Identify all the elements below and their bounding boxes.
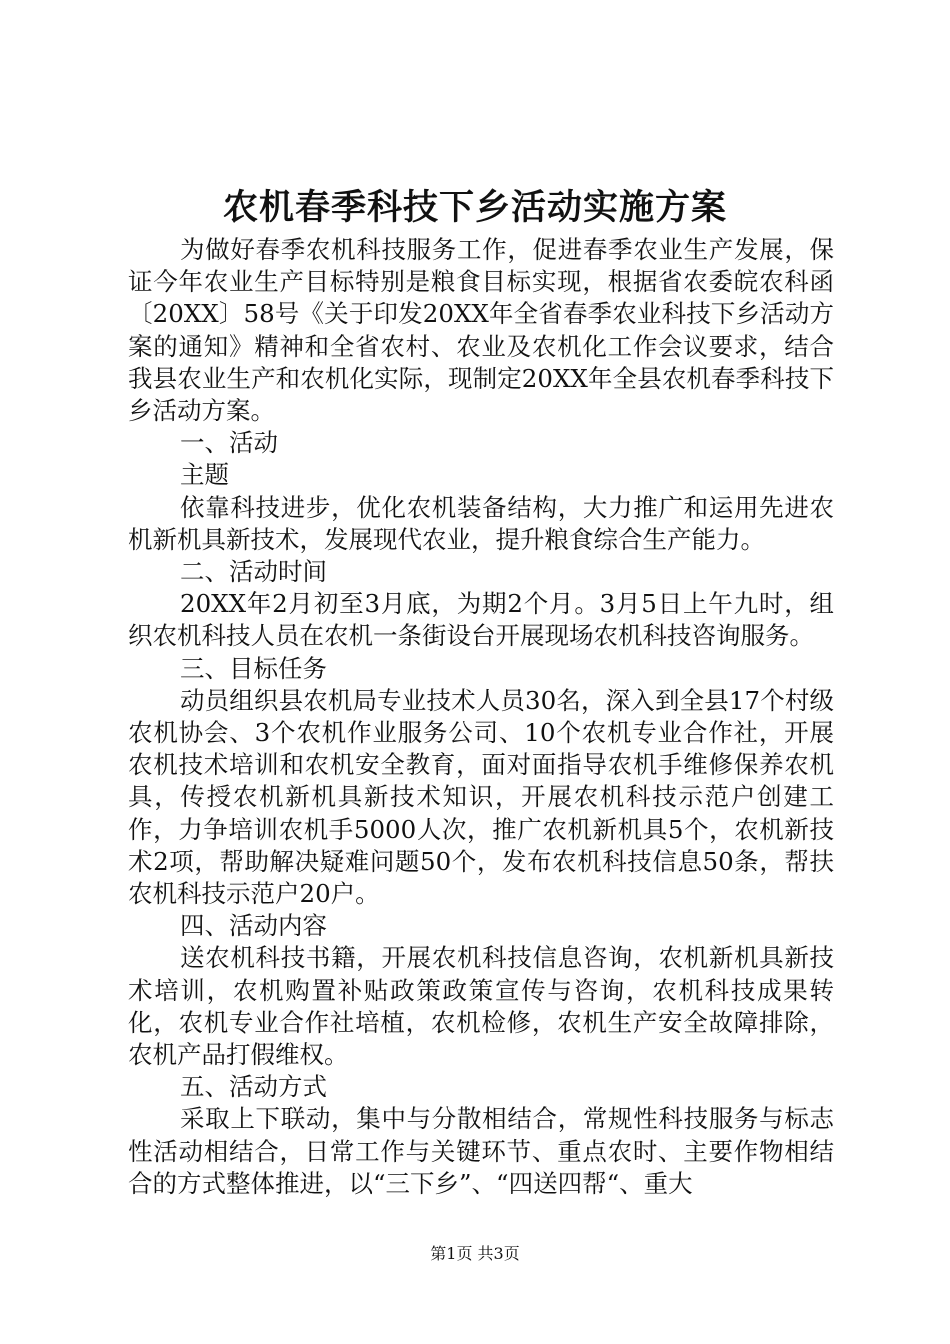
document-body [128, 234, 834, 1200]
document-title: 农机春季科技下乡活动实施方案 [222, 187, 727, 228]
section-heading-5: 五、活动方式 [180, 1072, 327, 1102]
content-paragraph: 送农机科技书籍，开展农机科技信息咨询，农机新机具新技术培训，农机购置补贴政策政策宣传与咨询，农机科技成果转化，农机专业合作社培植，农机检修，农机生产安全故障排除，农机产品打假维权。 [128, 943, 834, 1070]
method-paragraph: 采取上下联动，集中与分散相结合，常规性科技服务与标志性活动相结合，日常工作与关键环节、重点农时、主要作物相结合的方式整体推进，以“三下乡”、“四送四帮“、重大 [128, 1104, 834, 1198]
tasks-paragraph: 动员组织县农机局专业技术人员30名，深入到全县17个村级农机协会、3个农机作业服务公司、10个农机专业合作社，开展农机技术培训和农机安全教育，面对面指导农机手维修保养农机具，传授农机新机具新技术知识，开展农机科技示范户创建工作，力争培训农机手5000人次，推广农机新机具5个，农机新技术2项，帮助解决疑难问题50个，发布农机科技信息50条，帮扶农机科技示范户20户。 [128, 685, 834, 909]
time-paragraph: 20XX年2月初至3月底，为期2个月。3月5日上午九时，组织农机科技人员在农机一条街设台开展现场农机科技咨询服务。 [128, 589, 834, 651]
section-heading-4: 四、活动内容 [180, 911, 327, 941]
section-heading-2: 二、活动时间 [180, 557, 327, 587]
section-heading-3: 三、目标任务 [180, 653, 327, 683]
section-heading-1: 一、活动 [180, 428, 278, 458]
section-heading-1-continued: 主题 [180, 460, 229, 490]
page-footer: 第1页 共3页 [430, 1244, 520, 1263]
theme-paragraph: 依靠科技进步，优化农机装备结构，大力推广和运用先进农机新机具新技术，发展现代农业，提升粮食综合生产能力。 [128, 492, 834, 554]
intro-paragraph: 为做好春季农机科技服务工作，促进春季农业生产发展，保证今年农业生产目标特别是粮食目标实现，根据省农委皖农科函〔20XX〕58号《关于印发20XX年全省春季农业科技下乡活动方案的通知》精神和全省农村、农业及农机化工作会议要求，结合我县农业生产和农机化实际，现制定20XX年全县农机春季科技下乡活动方案。 [128, 235, 834, 426]
